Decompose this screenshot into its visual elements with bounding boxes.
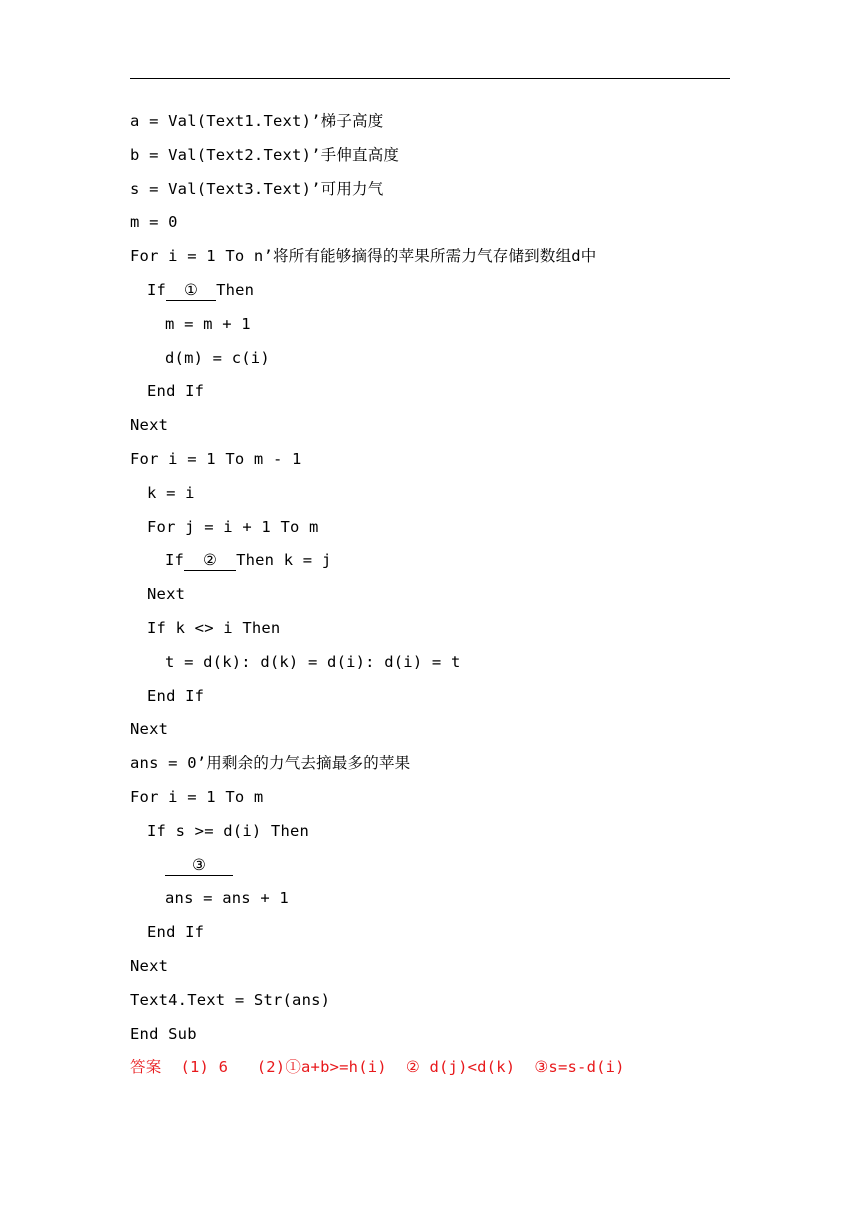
code-line: s = Val(Text3.Text)’可用力气 xyxy=(130,179,384,198)
code-line: For i = 1 To n’将所有能够摘得的苹果所需力气存储到数组d中 xyxy=(130,247,597,266)
code-line: End If xyxy=(147,686,205,705)
code-line: k = i xyxy=(147,483,195,502)
code-line: End Sub xyxy=(130,1024,197,1043)
header-rule xyxy=(130,78,730,79)
code-line: d(m) = c(i) xyxy=(165,348,270,367)
code-line: ans = 0’用剩余的力气去摘最多的苹果 xyxy=(130,754,411,773)
code-line: Next xyxy=(147,585,186,604)
answer-line: 答案 (1) 6 (2)①a+b>=h(i) ② d(j)<d(k) ③s=s-d(i) xyxy=(130,1058,625,1077)
keyword-then: Then k = j xyxy=(236,551,332,570)
code-line: If s >= d(i) Then xyxy=(147,821,310,840)
code-line: For i = 1 To m xyxy=(130,787,264,806)
keyword-if: If xyxy=(147,280,167,299)
code-line: For i = 1 To m - 1 xyxy=(130,449,302,468)
code-line: a = Val(Text1.Text)’梯子高度 xyxy=(130,112,384,130)
code-line: b = Val(Text2.Text)’手伸直高度 xyxy=(130,145,400,164)
code-line-if-blank-2 xyxy=(130,547,730,581)
code-line: m = m + 1 xyxy=(165,314,251,333)
code-line: End If xyxy=(147,923,205,942)
code-line: Next xyxy=(130,720,169,739)
code-line: t = d(k): d(k) = d(i): d(i) = t xyxy=(165,652,461,671)
code-line-if-blank-1 xyxy=(130,277,730,311)
keyword-then: Then xyxy=(216,280,255,299)
code-line: Next xyxy=(130,956,169,975)
code-line: m = 0 xyxy=(130,213,178,232)
code-line: End If xyxy=(147,382,205,401)
keyword-if: If xyxy=(165,551,185,570)
code-line: Text4.Text = Str(ans) xyxy=(130,990,331,1009)
code-line: ans = ans + 1 xyxy=(165,889,289,908)
fill-blank-3: ③ xyxy=(165,855,233,876)
code-line: If k <> i Then xyxy=(147,618,281,637)
code-line-blank-3 xyxy=(130,852,730,886)
fill-blank-1: ① xyxy=(166,280,216,301)
code-listing xyxy=(130,108,730,1088)
code-line: Next xyxy=(130,416,169,435)
code-line: For j = i + 1 To m xyxy=(147,517,319,536)
fill-blank-2: ② xyxy=(184,550,236,571)
